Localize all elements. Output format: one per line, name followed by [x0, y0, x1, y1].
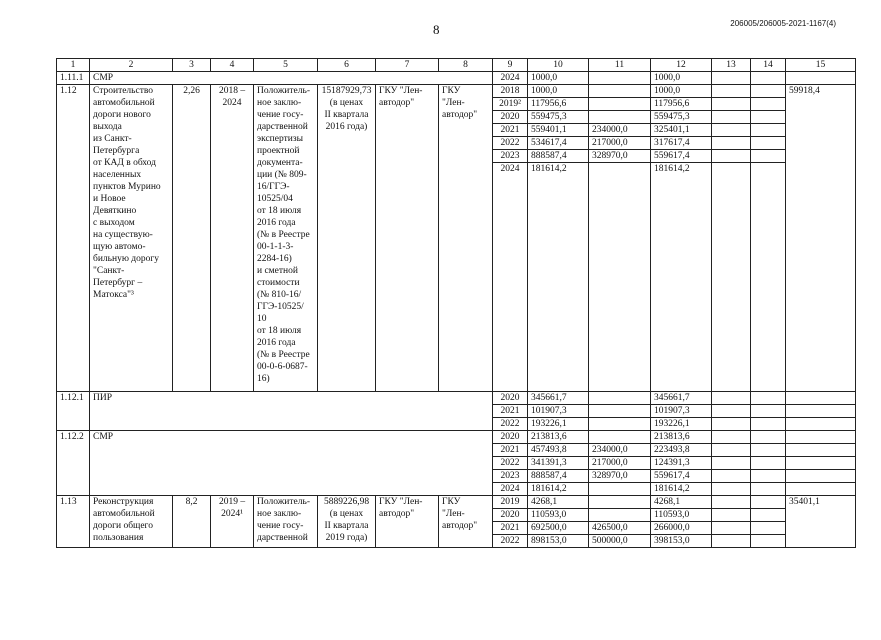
column-number: 13 [712, 59, 751, 72]
value-cell: 341391,3 [528, 457, 589, 470]
value-cell [786, 457, 856, 470]
column-number: 6 [318, 59, 376, 72]
value-cell [751, 457, 786, 470]
value-cell [712, 111, 751, 124]
year-cell: 2022 [493, 418, 528, 431]
row-number: 1.11.1 [57, 72, 90, 85]
column-number: 11 [589, 59, 651, 72]
value-cell [786, 418, 856, 431]
table-row [57, 431, 856, 444]
year-cell: 2019 [493, 496, 528, 509]
value-cell: 345661,7 [651, 392, 712, 405]
value-cell: 1000,0 [528, 72, 589, 85]
column-number: 3 [173, 59, 211, 72]
value-cell [712, 457, 751, 470]
table-row [57, 72, 856, 85]
value-cell: 328970,0 [589, 150, 651, 163]
value-cell [786, 72, 856, 85]
value-cell: 559617,4 [651, 470, 712, 483]
value-cell [712, 137, 751, 150]
value-cell [712, 470, 751, 483]
value-cell [589, 163, 651, 392]
value-cell: 234000,0 [589, 444, 651, 457]
value-cell [589, 431, 651, 444]
value-cell: 559475,3 [651, 111, 712, 124]
header-row [57, 59, 856, 72]
value-cell: 117956,6 [651, 98, 712, 111]
row-number: 1.12 [57, 85, 90, 392]
object-name: Реконструкция автомобильной дороги общего пользования [90, 496, 173, 548]
table-row [57, 392, 856, 405]
expertise-cell: Положитель- ное заклю- чение госу- дарственной [254, 496, 318, 548]
value-cell: 500000,0 [589, 535, 651, 548]
value-cell [751, 72, 786, 85]
year-cell: 2019² [493, 98, 528, 111]
value-cell: 692500,0 [528, 522, 589, 535]
year-cell: 2021 [493, 444, 528, 457]
value-cell [751, 444, 786, 457]
value-cell: 234000,0 [589, 124, 651, 137]
value-cell: 117956,6 [528, 98, 589, 111]
value-cell: 559401,1 [528, 124, 589, 137]
value-cell [751, 509, 786, 522]
value-cell: 898153,0 [528, 535, 589, 548]
page-number: 8 [433, 22, 440, 37]
value-cell [589, 111, 651, 124]
value-cell: 181614,2 [651, 483, 712, 496]
value-cell: 328970,0 [589, 470, 651, 483]
value-cell [751, 470, 786, 483]
total-cell: 35401,1 [786, 496, 856, 548]
value-cell [589, 72, 651, 85]
expertise-cell: Положитель- ное заклю- чение госу- дарственной экспертизы проектной документа- ции (№ 809- 16/ГГЭ- 10525/04 от 18 июля 2016 года (№ в Реестре 00-1-1-3- 2284-16) и сметной стоимости (№ 810-16/ ГГЭ-10525/ 10 от 18 июля 2016 года (№ в Реестре 00-0-6-0687- 16) [254, 85, 318, 392]
column-number: 7 [376, 59, 439, 72]
table-row [57, 85, 856, 98]
value-cell: 4268,1 [528, 496, 589, 509]
value-cell: 345661,7 [528, 392, 589, 405]
value-cell [712, 163, 751, 392]
value-cell [712, 431, 751, 444]
value-cell [589, 392, 651, 405]
value-cell [786, 431, 856, 444]
value-cell: 426500,0 [589, 522, 651, 535]
year-cell: 2023 [493, 150, 528, 163]
length-cell: 2,26 [173, 85, 211, 392]
row-number: 1.13 [57, 496, 90, 548]
value-cell: 181614,2 [651, 163, 712, 392]
value-cell [712, 85, 751, 98]
column-number: 9 [493, 59, 528, 72]
value-cell: 101907,3 [651, 405, 712, 418]
value-cell [589, 418, 651, 431]
value-cell [712, 72, 751, 85]
value-cell [751, 418, 786, 431]
value-cell: 325401,1 [651, 124, 712, 137]
column-number: 15 [786, 59, 856, 72]
value-cell [751, 535, 786, 548]
developer-cell: ГКУ "Лен- автодор" [439, 85, 493, 392]
value-cell [712, 150, 751, 163]
value-cell [751, 522, 786, 535]
value-cell [786, 470, 856, 483]
value-cell [751, 496, 786, 509]
value-cell: 888587,4 [528, 150, 589, 163]
value-cell [712, 522, 751, 535]
year-cell: 2020 [493, 509, 528, 522]
year-cell: 2023 [493, 470, 528, 483]
row-number: 1.12.2 [57, 431, 90, 496]
value-cell [751, 483, 786, 496]
value-cell: 213813,6 [651, 431, 712, 444]
row-number: 1.12.1 [57, 392, 90, 431]
value-cell: 1000,0 [651, 72, 712, 85]
year-cell: 2020 [493, 431, 528, 444]
value-cell: 110593,0 [528, 509, 589, 522]
value-cell: 1000,0 [651, 85, 712, 98]
value-cell [712, 418, 751, 431]
year-cell: 2024 [493, 483, 528, 496]
value-cell [712, 405, 751, 418]
column-number: 2 [90, 59, 173, 72]
value-cell: 124391,3 [651, 457, 712, 470]
year-cell: 2020 [493, 111, 528, 124]
value-cell: 223493,8 [651, 444, 712, 457]
value-cell: 101907,3 [528, 405, 589, 418]
column-number: 5 [254, 59, 318, 72]
value-cell: 193226,1 [528, 418, 589, 431]
value-cell [712, 444, 751, 457]
value-cell [712, 535, 751, 548]
value-cell: 559475,3 [528, 111, 589, 124]
year-cell: 2021 [493, 124, 528, 137]
value-cell [751, 405, 786, 418]
value-cell [751, 137, 786, 150]
column-number: 8 [439, 59, 493, 72]
value-cell: 317617,4 [651, 137, 712, 150]
value-cell [751, 431, 786, 444]
value-cell [589, 496, 651, 509]
value-cell [751, 150, 786, 163]
length-cell: 8,2 [173, 496, 211, 548]
value-cell: 217000,0 [589, 137, 651, 150]
value-cell [589, 509, 651, 522]
value-cell [786, 405, 856, 418]
total-cell: 59918,4 [786, 85, 856, 392]
year-cell: 2022 [493, 535, 528, 548]
customer-cell: ГКУ "Лен- автодор" [376, 85, 439, 392]
value-cell: 193226,1 [651, 418, 712, 431]
value-cell [786, 444, 856, 457]
column-number: 4 [211, 59, 254, 72]
value-cell: 888587,4 [528, 470, 589, 483]
value-cell [712, 392, 751, 405]
year-cell: 2021 [493, 405, 528, 418]
value-cell: 213813,6 [528, 431, 589, 444]
value-cell: 534617,4 [528, 137, 589, 150]
program-table [56, 58, 856, 548]
value-cell [712, 509, 751, 522]
column-number: 10 [528, 59, 589, 72]
value-cell [589, 405, 651, 418]
value-cell [786, 483, 856, 496]
year-cell: 2021 [493, 522, 528, 535]
row-label: СМР [90, 72, 493, 85]
value-cell: 4268,1 [651, 496, 712, 509]
period-cell: 2019 – 2024¹ [211, 496, 254, 548]
year-cell: 2022 [493, 457, 528, 470]
column-number: 12 [651, 59, 712, 72]
customer-cell: ГКУ "Лен- автодор" [376, 496, 439, 548]
value-cell: 181614,2 [528, 163, 589, 392]
value-cell [751, 392, 786, 405]
value-cell [712, 483, 751, 496]
column-number: 14 [751, 59, 786, 72]
value-cell [712, 496, 751, 509]
year-cell: 2024 [493, 163, 528, 392]
year-cell: 2018 [493, 85, 528, 98]
value-cell [751, 111, 786, 124]
year-cell: 2022 [493, 137, 528, 150]
value-cell: 266000,0 [651, 522, 712, 535]
value-cell: 110593,0 [651, 509, 712, 522]
value-cell [589, 483, 651, 496]
value-cell [751, 85, 786, 98]
row-label: СМР [90, 431, 493, 496]
value-cell [786, 392, 856, 405]
value-cell [589, 85, 651, 98]
value-cell: 457493,8 [528, 444, 589, 457]
value-cell [589, 98, 651, 111]
value-cell: 398153,0 [651, 535, 712, 548]
cost-cell: 5889226,98 (в ценах II квартала 2019 года) [318, 496, 376, 548]
row-label: ПИР [90, 392, 493, 431]
value-cell: 217000,0 [589, 457, 651, 470]
value-cell: 1000,0 [528, 85, 589, 98]
document-id: 206005/206005-2021-1167(4) [730, 19, 836, 28]
value-cell: 559617,4 [651, 150, 712, 163]
value-cell [751, 163, 786, 392]
table-row [57, 496, 856, 509]
value-cell [712, 98, 751, 111]
year-cell: 2024 [493, 72, 528, 85]
object-name: Строительство автомобильной дороги нового выхода из Санкт- Петербурга от КАД в обход населенных пунктов Мурино и Новое Девяткино с выходом на существую- щую автомо- бильную дорогу "Санкт- Петербург – Матокса"³ [90, 85, 173, 392]
period-cell: 2018 – 2024 [211, 85, 254, 392]
cost-cell: 15187929,73 (в ценах II квартала 2016 года) [318, 85, 376, 392]
developer-cell: ГКУ "Лен- автодор" [439, 496, 493, 548]
value-cell [751, 98, 786, 111]
column-number: 1 [57, 59, 90, 72]
value-cell [712, 124, 751, 137]
value-cell [751, 124, 786, 137]
year-cell: 2020 [493, 392, 528, 405]
value-cell: 181614,2 [528, 483, 589, 496]
